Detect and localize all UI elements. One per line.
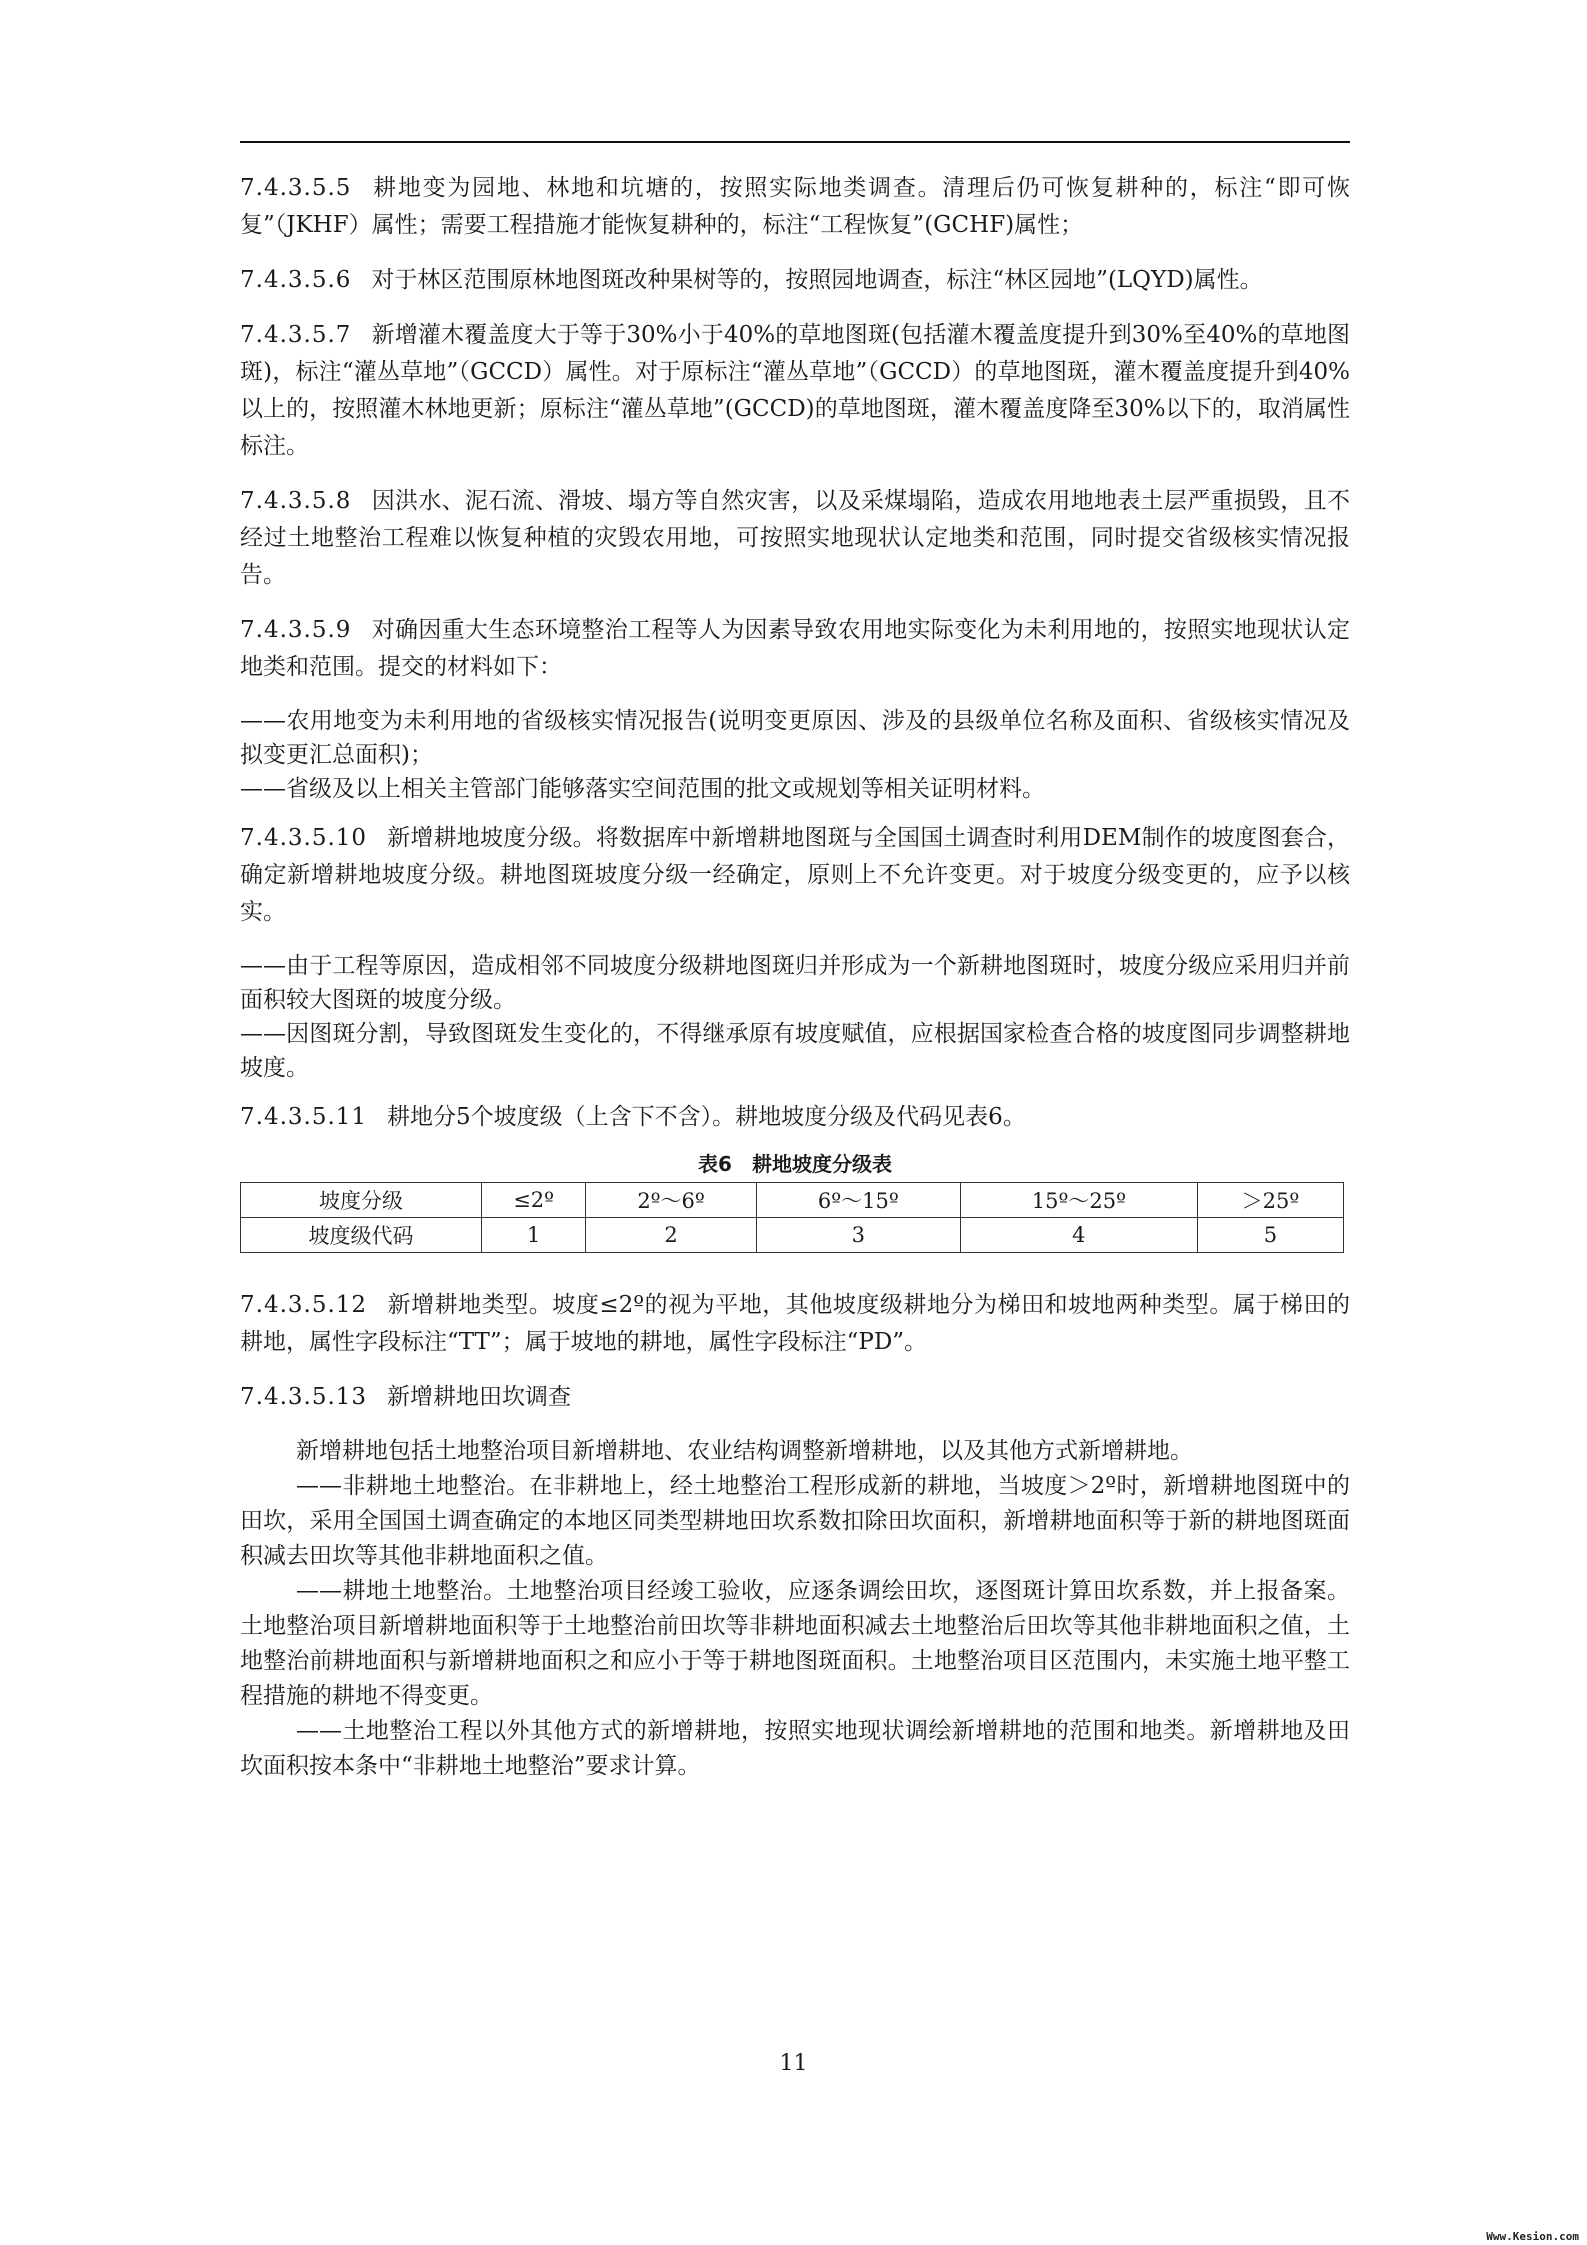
body-paragraph: ——土地整治工程以外其他方式的新增耕地，按照实地现状调绘新增耕地的范围和地类。新增耕地及田坎面积按本条中“非耕地土地整治”要求计算。 xyxy=(240,1718,1350,1779)
page-number: 11 xyxy=(779,2051,808,2076)
clause-text: 因洪水、泥石流、滑坡、塌方等自然灾害，以及采煤塌陷，造成农用地地表土层严重损毁，且不经过土地整治工程难以恢复种植的灾毁农用地，可按照实地现状认定地类和范围，同时提交省级核实情况报告。 xyxy=(240,488,1350,588)
clause-number: 7.4.3.5.9 xyxy=(240,617,352,643)
clause-text: 耕地变为园地、林地和坑塘的，按照实际地类调查。清理后仍可恢复耕种的，标注“即可恢复”（JKHF）属性；需要工程措施才能恢复耕种的，标注“工程恢复”(GCHF)属性； xyxy=(240,175,1350,238)
table-cell: 15º～25º xyxy=(960,1183,1197,1218)
watermark: Www.Kesion.com xyxy=(1486,2230,1579,2243)
table-cell: 坡度级代码 xyxy=(241,1218,482,1253)
table-cell: 3 xyxy=(756,1218,960,1253)
clause-text: 对确因重大生态环境整治工程等人为因素导致农用地实际变化为未利用地的，按照实地现状认定地类和范围。提交的材料如下： xyxy=(240,617,1350,680)
list-item: ——省级及以上相关主管部门能够落实空间范围的批文或规划等相关证明材料。 xyxy=(240,776,1045,802)
table-cell: 4 xyxy=(960,1218,1197,1253)
clause-text: 新增耕地类型。坡度≤2º的视为平地，其他坡度级耕地分为梯田和坡地两种类型。属于梯田的耕地，属性字段标注“TT”；属于坡地的耕地，属性字段标注“PD”。 xyxy=(240,1292,1350,1355)
clause-text: 新增灌木覆盖度大于等于30%小于40%的草地图斑(包括灌木覆盖度提升到30%至40%的草地图斑)，标注“灌丛草地”（GCCD）属性。对于原标注“灌丛草地”（GCCD）的草地图斑，灌木覆盖度提升到40%以上的，按照灌木林地更新；原标注“灌丛草地”(GCCD)的草地图斑，灌木覆盖度降至30%以下的，取消属性标注。 xyxy=(240,322,1350,459)
terrace-survey-paragraphs xyxy=(240,1434,1350,1784)
list-item: ——由于工程等原因，造成相邻不同坡度分级耕地图斑归并形成为一个新耕地图斑时，坡度分级应采用归并前面积较大图斑的坡度分级。 xyxy=(240,953,1350,1013)
clause-number: 7.4.3.5.11 xyxy=(240,1104,368,1130)
table-cell: ＞25º xyxy=(1197,1183,1343,1218)
clause-text: 新增耕地坡度分级。将数据库中新增耕地图斑与全国国土调查时利用DEM制作的坡度图套合，确定新增耕地坡度分级。耕地图斑坡度分级一经确定，原则上不允许变更。对于坡度分级变更的，应予以核实。 xyxy=(240,825,1350,925)
clause-number: 7.4.3.5.6 xyxy=(240,267,352,293)
table-cell: 2 xyxy=(586,1218,757,1253)
clause-text: 耕地分5个坡度级（上含下不含）。耕地坡度分级及代码见表6。 xyxy=(387,1104,1026,1130)
clause-7-4-3-5-9 xyxy=(240,612,1350,686)
table-row xyxy=(241,1183,1344,1218)
table-cell: 1 xyxy=(482,1218,586,1253)
clause-7-4-3-5-13 xyxy=(240,1379,1350,1416)
clause-number: 7.4.3.5.10 xyxy=(240,825,368,851)
document-body xyxy=(240,170,1350,1784)
clause-number: 7.4.3.5.12 xyxy=(240,1292,368,1318)
materials-list xyxy=(240,704,1350,806)
table-cell: 5 xyxy=(1197,1218,1343,1253)
clause-number: 7.4.3.5.5 xyxy=(240,175,352,201)
table-cell: 2º～6º xyxy=(586,1183,757,1218)
table-row xyxy=(241,1218,1344,1253)
clause-number: 7.4.3.5.13 xyxy=(240,1384,368,1410)
list-item: ——因图斑分割，导致图斑发生变化的，不得继承原有坡度赋值，应根据国家检查合格的坡度图同步调整耕地坡度。 xyxy=(240,1021,1350,1081)
table-cell: 坡度分级 xyxy=(241,1183,482,1218)
clause-text: 新增耕地田坎调查 xyxy=(387,1384,572,1410)
clause-7-4-3-5-8 xyxy=(240,483,1350,594)
clause-7-4-3-5-10 xyxy=(240,820,1350,931)
clause-7-4-3-5-6 xyxy=(240,262,1350,299)
body-paragraph: ——耕地土地整治。土地整治项目经竣工验收，应逐条调绘田坎，逐图斑计算田坎系数，并上报备案。土地整治项目新增耕地面积等于土地整治前田坎等非耕地面积减去土地整治后田坎等其他非耕地面积之值，土地整治前耕地面积与新增耕地面积之和应小于等于耕地图斑面积。土地整治项目区范围内，未实施土地平整工程措施的耕地不得变更。 xyxy=(240,1578,1350,1709)
table-caption: 表6 耕地坡度分级表 xyxy=(698,1152,892,1176)
body-paragraph: ——非耕地土地整治。在非耕地上，经土地整治工程形成新的耕地，当坡度＞2º时，新增耕地图斑中的田坎，采用全国国土调查确定的本地区同类型耕地田坎系数扣除田坎面积，新增耕地面积等于新的耕地图斑面积减去田坎等其他非耕地面积之值。 xyxy=(240,1473,1350,1569)
table-cell: 6º～15º xyxy=(756,1183,960,1218)
list-item: ——农用地变为未利用地的省级核实情况报告(说明变更原因、涉及的县级单位名称及面积、省级核实情况及拟变更汇总面积)； xyxy=(240,708,1350,768)
header-rule xyxy=(240,141,1350,143)
clause-7-4-3-5-7 xyxy=(240,317,1350,465)
clause-7-4-3-5-12 xyxy=(240,1287,1350,1361)
slope-rules-list xyxy=(240,949,1350,1085)
slope-grade-table xyxy=(240,1182,1344,1253)
clause-7-4-3-5-5 xyxy=(240,170,1350,244)
clause-number: 7.4.3.5.8 xyxy=(240,488,352,514)
body-paragraph: 新增耕地包括土地整治项目新增耕地、农业结构调整新增耕地，以及其他方式新增耕地。 xyxy=(296,1438,1193,1464)
clause-7-4-3-5-11 xyxy=(240,1099,1350,1136)
clause-text: 对于林区范围原林地图斑改种果树等的，按照园地调查，标注“林区园地”(LQYD)属性。 xyxy=(371,267,1263,293)
table-cell: ≤2º xyxy=(482,1183,586,1218)
clause-number: 7.4.3.5.7 xyxy=(240,322,352,348)
